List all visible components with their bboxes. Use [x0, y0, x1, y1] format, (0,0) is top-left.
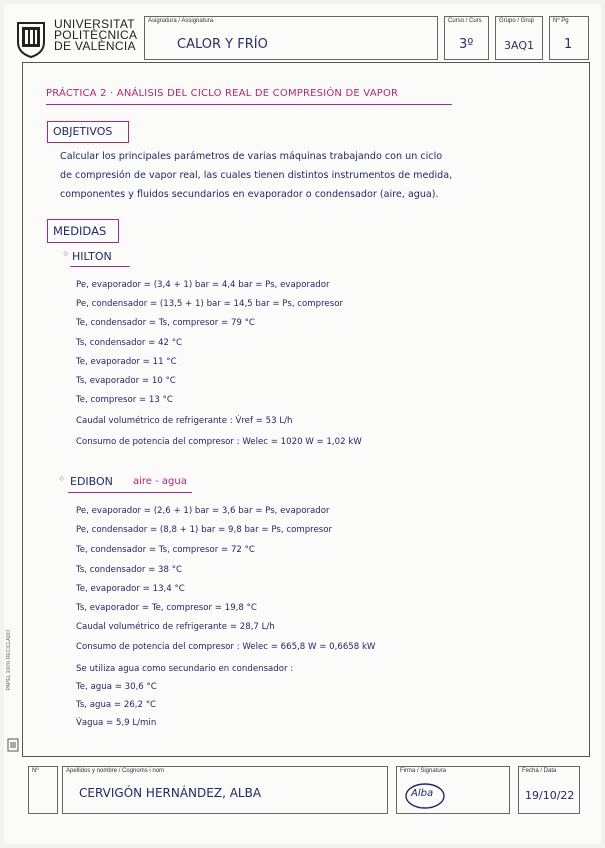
objectives-line: componentes y fluidos secundarios en evaporador o condensador (aire, agua). [60, 189, 439, 200]
content-frame [22, 62, 590, 757]
student-name-field [62, 766, 388, 814]
measurement-line: Se utiliza agua como secundario en condensador : [76, 664, 294, 674]
measurement-line: Pe, condensador = (8,8 + 1) bar = 9,8 bar = Ps, compresor [76, 525, 333, 535]
signature-label: Firma / Signatura [400, 768, 447, 774]
measurement-line: Ts, condensador = 42 °C [76, 338, 183, 348]
objectives-heading: OBJETIVOS [53, 125, 113, 138]
university-line-3: DE VALÈNCIA [54, 39, 136, 53]
signature-field [396, 766, 510, 814]
hilton-bullet: ◦ [62, 247, 70, 261]
footer-number-field [28, 766, 58, 814]
title-underline [46, 104, 452, 105]
recycled-paper-note: PAPEL 100% RECICLADO [6, 630, 12, 691]
upv-logo-icon [14, 20, 48, 58]
university-line-1: UNIVERSITAT [54, 17, 135, 31]
measurement-line: Consumo de potencia del compresor : Welec = 665,8 W = 0,6658 kW [76, 642, 376, 652]
course-label: Curso / Curs [448, 18, 482, 24]
date-label: Fecha / Data [522, 768, 557, 774]
measurement-line: V̇agua = 5,9 L/min [76, 718, 157, 728]
measurement-line: Pe, evaporador = (2,6 + 1) bar = 3,6 bar = Ps, evaporador [76, 506, 330, 516]
page-number-label: Nº Pg [553, 18, 569, 24]
student-name-label: Apellidos y nombre / Cognoms i nom [66, 768, 165, 774]
edibon-bullet: ◦ [58, 472, 66, 486]
page-number-field [549, 16, 589, 60]
course-field [444, 16, 489, 60]
measurement-line: Pe, evaporador = (3,4 + 1) bar = 4,4 bar = Ps, evaporador [76, 280, 330, 290]
subject-value: CALOR Y FRÍO [177, 37, 268, 52]
signature-value: Alba [411, 788, 434, 799]
course-value: 3º [459, 37, 474, 52]
subject-field [144, 16, 438, 60]
measurement-line: Te, condensador = Ts, compresor = 72 °C [76, 545, 255, 555]
measurement-line: Pe, condensador = (13,5 + 1) bar = 14,5 bar = Ps, compresor [76, 299, 343, 309]
measurement-line: Te, condensador = Ts, compresor = 79 °C [76, 318, 255, 328]
recycle-icon [7, 738, 19, 752]
measurement-line: Ts, evaporador = Te, compresor = 19,8 °C [76, 603, 257, 613]
measurement-line: Caudal volumétrico de refrigerante = 28,7 L/h [76, 622, 275, 632]
measurement-line: Te, agua = 30,6 °C [76, 682, 157, 692]
hilton-title: HILTON [72, 250, 112, 263]
measurement-line: Te, evaporador = 13,4 °C [76, 584, 185, 594]
footer-number-label: Nº [32, 768, 39, 774]
university-name [54, 19, 137, 52]
measurement-line: Te, compresor = 13 °C [76, 395, 173, 405]
hilton-underline [70, 266, 130, 267]
university-line-2: POLITÈCNICA [54, 28, 138, 42]
date-field [518, 766, 580, 814]
group-field [495, 16, 543, 60]
measurement-line: Consumo de potencia del compresor : Welec = 1020 W = 1,02 kW [76, 437, 362, 447]
edibon-subtitle: aire - agua [133, 476, 187, 487]
measurement-line: Caudal volumétrico de refrigerante : V̇ref = 53 L/h [76, 416, 293, 426]
measurement-line: Ts, agua = 26,2 °C [76, 700, 157, 710]
group-value: 3AQ1 [504, 39, 534, 52]
group-label: Grupo / Grup [499, 18, 535, 24]
edibon-underline [68, 492, 192, 493]
measurement-line: Ts, evaporador = 10 °C [76, 376, 176, 386]
student-name-value: CERVIGÓN HERNÁNDEZ, ALBA [79, 786, 262, 800]
measurement-line: Te, evaporador = 11 °C [76, 357, 177, 367]
measurement-line: Ts, condensador = 38 °C [76, 565, 183, 575]
measures-heading: MEDIDAS [53, 224, 107, 238]
edibon-title: EDIBON [70, 475, 113, 488]
practice-title: PRÁCTICA 2 · ANÁLISIS DEL CICLO REAL DE COMPRESIÓN DE VAPOR [46, 88, 399, 99]
subject-label: Asignatura / Assignatura [148, 18, 214, 24]
page-number-value: 1 [564, 37, 573, 52]
objectives-line: de compresión de vapor real, las cuales tienen distintos instrumentos de medida, [60, 170, 453, 181]
objectives-line: Calcular los principales parámetros de varias máquinas trabajando con un ciclo [60, 151, 443, 162]
date-value: 19/10/22 [525, 789, 575, 802]
